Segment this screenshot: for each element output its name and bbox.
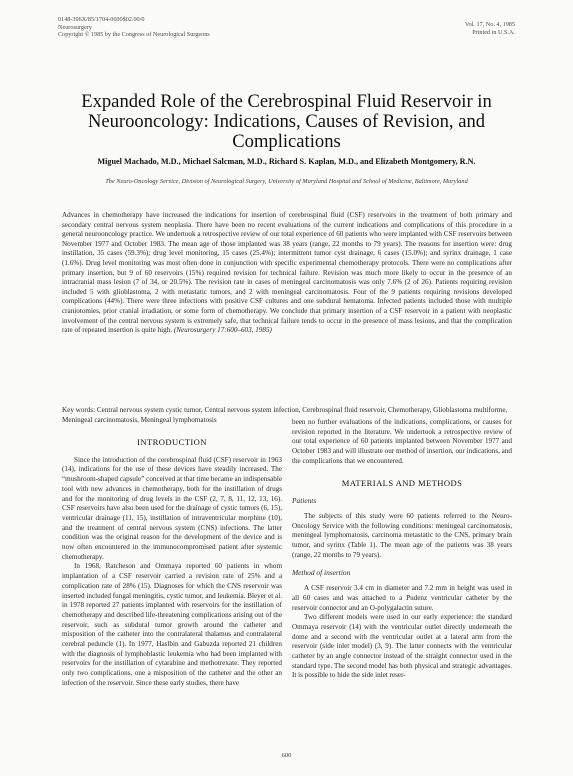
title-line: Complications	[232, 131, 341, 152]
page-number: 600	[281, 752, 292, 759]
abstract-text: Advances in chemotherapy have increased the indications for insertion of cerebrospinal fluid (CSF) reservoirs in the treatment of both primary and secondary central nervous system neoplasia. There have been no recent evaluations of the current indications and complications of this procedure in a general neurooncology practice. We undertook a retrospective review of our total experience of 60 patients who were implanted with CSF reservoirs between November 1977 and October 1983. The mean age of those implanted was 38 years (range, 22 months to 79 years). The reasons for insertion were: drug instillation, 35 cases (59.3%); drug level monitoring, 15 cases (25.4%); intermittent tumor cyst drainage, 6 cases (15.0%); and syrinx drainage, 1 case (1.6%). Drug level monitoring was most often done in conjunction with specific experimental chemotherapy protocols. There were no complications after primary insertion, but 9 of 60 reservoirs (15%) required revision for technical failure. Revision was much more likely to occur in the presence of an intracranial mass lesion (7 of 34, or 20.5%). The revision rate in cases of meningeal carcinomatosis was only 7.6% (2 of 26). Patients requiring revision included 5 with glioblastoma, 2 with metastatic tumors, and 2 with meningeal carcinomatosis. Four of the 9 patients requiring revisions developed complications (44%). There were three infections with positive CSF cultures and one subdural hematoma. Infected patients included those with multiple craniotomies, prior cranial irradiation, or some form of chemotherapy. We conclude that primary insertion of a CSF reservoir in a patient with neoplastic involvement of the central nervous system is extremely safe, that technical failure tends to occur in the presence of mass lesions, and that the complication rate of repeated insertion is quite high.	[62, 211, 512, 335]
section-heading-introduction: INTRODUCTION	[137, 437, 207, 447]
subheading-method: Method of insertion	[292, 568, 351, 578]
body-paragraph: In 1968, Ratcheson and Ommaya reported 60 patients in whom implantation of a CSF reservoir carried a revision rate of 25% and a complication rate of 28% (15). Diagnoses for which the CNS reservoir was inserted included fungal meningitis, cystic tumor, and leukemia. Bleyer et al. in 1978 reported 27 patients implanted with reservoirs for the instillation of chemotherapy and described life-threatening complications arising out of the reservoir, such as subdural tumor growth around the catheter and misposition of the catheter into the contralateral thalamus and contralateral cerebral peduncle (1). In 1977, Haslbin and Gabuzda reported 21 children with the diagnosis of lymphoblastic leukemia who had been implanted with reservoirs for the instillation of cytarabine and methotrexate. They reported only two complications, one a misposition of the catheter and the other an infection of the reservoir. Since these early studies, there have	[62, 562, 282, 687]
abstract-citation: (Neurosurgery 17:600–603, 1985)	[173, 326, 272, 335]
article-title	[60, 92, 513, 152]
title-line: Neurooncology: Indications, Causes of Revision, and	[87, 111, 486, 132]
body-paragraph: A CSF reservoir 3.4 cm in diameter and 7.2 mm in height was used in all 60 cases and was attached to a Pudenz ventricular catheter by the reservoir connector and an O-polygalactin suture.	[292, 584, 512, 612]
journal-header-left	[58, 16, 210, 39]
header-line: Neurosurgery	[58, 23, 92, 31]
body-paragraph-continued: been no further evaluations of the indications, complications, or causes for revision reported in the literature. We undertook a retrospective review of our total experience of 60 patients implanted between November 1977 and October 1983 and will illustrate our method of insertion, our indications, and the complications that we encountered.	[292, 418, 512, 465]
body-paragraph: Two different models were used in our early experience: the standard Ommaya reservoir (14) with the ventricular outlet directly underneath the dome and a second with the ventricular outlet at a lateral arm from the reservoir (side inlet model) (3, 9). The latter connects with the ventricular catheter by an angle connector instead of the straight connector used in the standard type. The second model has both physical and strategic advantages. It is possible to hide the side inlet reser-	[292, 613, 512, 680]
body-paragraph: The subjects of this study were 60 patients referred to the Neuro-Oncology Service with the following conditions: meningeal carcinomatosis, meningeal lymphomatosis, carcinoma metastatic to the CNS, primary brain tumor, and syrinx (Table 1). The mean age of the patients was 38 years (range, 22 months to 79 years).	[292, 511, 512, 559]
header-line: Printed in U.S.A.	[472, 28, 515, 36]
header-line: Vol. 17, No. 4, 1985	[464, 21, 515, 28]
body-paragraph: Since the introduction of the cerebrospinal fluid (CSF) reservoir in 1963 (14), indications for the use of these devices have steadily increased. The “mushroom-shaped capsule” conceived at that time became an indispensable tool with new advances in chemotherapy, both for the instillation of drugs and for the monitoring of drug levels in the CSF (2, 7, 8, 11, 12, 13, 16). CSF reservoirs have also been used for the drainage of cystic tumors (6, 15), ventricular drainage (11, 15), instillation of intraventricular morphine (10), and the treatment of central nervous system (CNS) infections. The latter condition was the original reason for the development of the device and is now often encountered in the immunocompromised patient after systemic chemotherapy.	[62, 455, 282, 561]
title-line: Expanded Role of the Cerebrospinal Fluid Reservoir in	[81, 91, 492, 112]
abstract	[62, 211, 512, 336]
author-list: Miguel Machado, M.D., Michael Salcman, M.D., Richard S. Kaplan, M.D., and Elizabeth Montgomery, R.N.	[97, 157, 476, 166]
right-column	[292, 418, 512, 681]
section-heading-methods: MATERIALS AND METHODS	[341, 477, 463, 488]
keywords: Key words: Central nervous system cystic tumor, Central nervous system infection, Cerebrospinal fluid reservoir, Chemotherapy, Glioblastoma multiforme, Meningeal carcinomatosis, Meningeal lymphomatosis	[62, 406, 508, 424]
header-line: Copyright © 1985 by the Congress of Neurological Surgeons	[58, 31, 210, 39]
subheading-patients: Patients	[292, 496, 317, 506]
affiliation: The Neuro-Oncology Service, Division of Neurological Surgery, University of Maryland Hospital and School of Medicine, Baltimore, Maryland	[105, 178, 468, 185]
journal-header-right	[465, 21, 515, 36]
left-column	[62, 438, 282, 689]
header-line: 0148-396X/85/1704-0600$02.00/0	[58, 16, 145, 23]
